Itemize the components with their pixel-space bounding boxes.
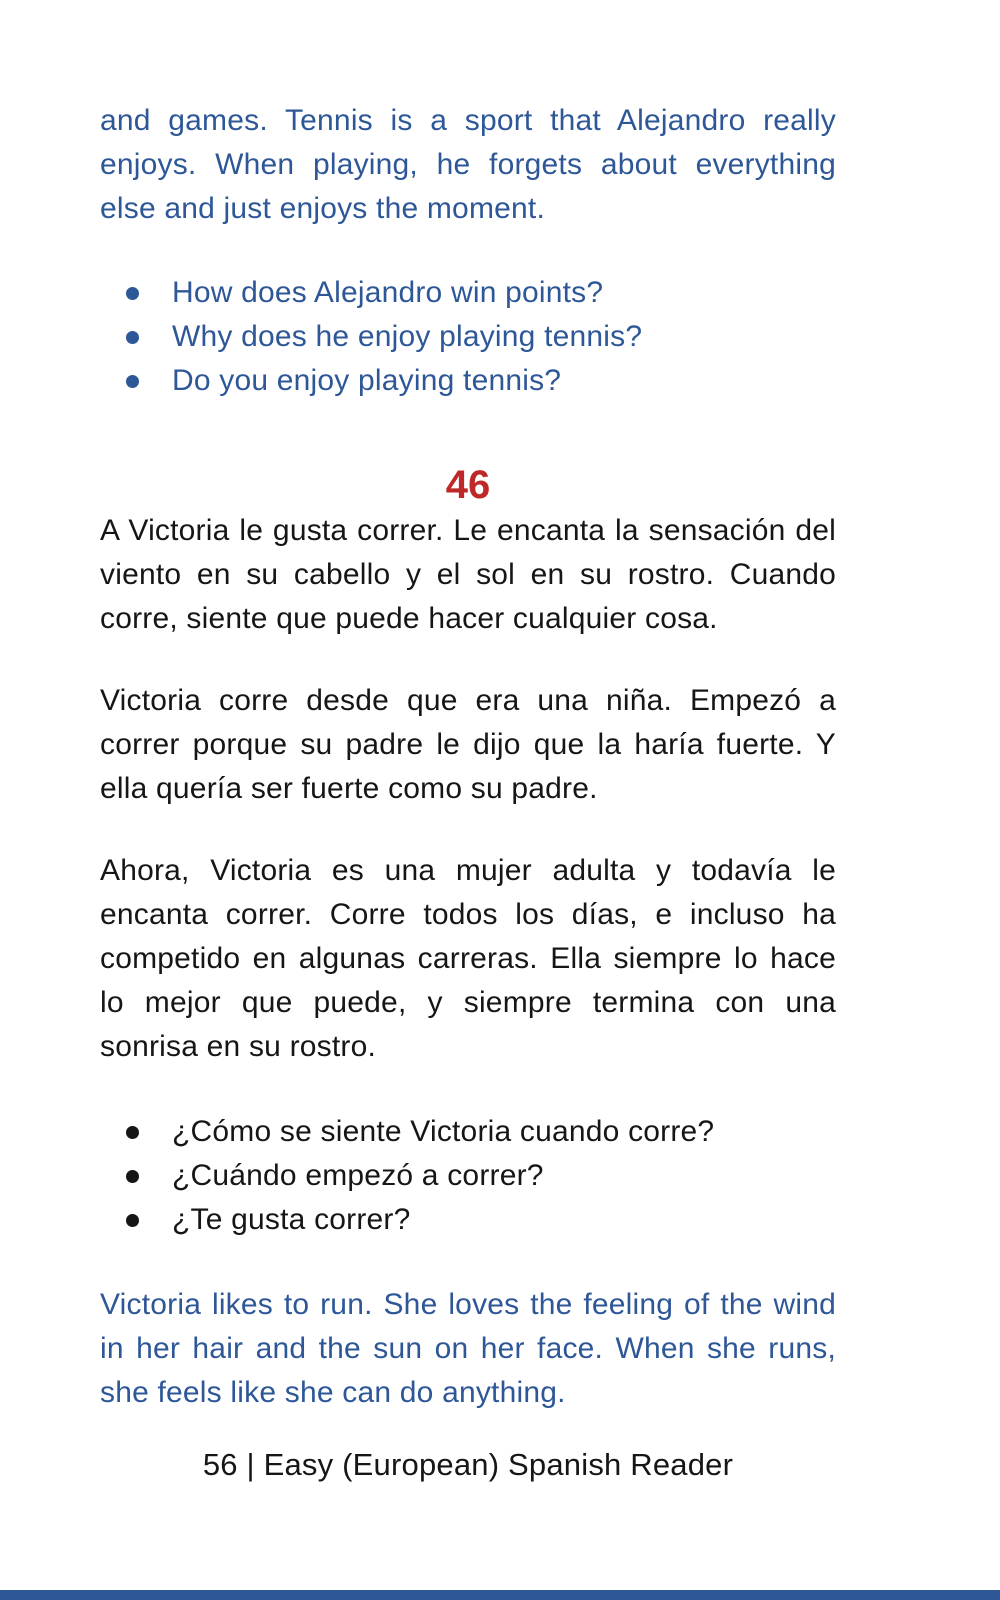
- spanish-paragraph-1: A Victoria le gusta correr. Le encanta la sensación del viento en su cabello y el sol en su rostro. Cuando corre, siente que puede hacer cualquier cosa.: [100, 514, 836, 635]
- section-number-heading: 46: [445, 463, 491, 507]
- english-translation-paragraph: Victoria likes to run. She loves the feeling of the wind in her hair and the sun on her face. When she runs, she feels like she can do anything.: [100, 1288, 836, 1409]
- bullet-icon: [126, 287, 139, 300]
- bullet-icon: [126, 1214, 139, 1227]
- text-column: [100, 99, 836, 1487]
- list-item: [100, 315, 836, 359]
- question-text: Do you enjoy playing tennis?: [172, 364, 562, 397]
- list-item: [100, 271, 836, 315]
- question-text: ¿Te gusta correr?: [172, 1203, 411, 1236]
- question-text: Why does he enjoy playing tennis?: [172, 320, 643, 353]
- list-item: [100, 1154, 836, 1198]
- question-text: ¿Cómo se siente Victoria cuando corre?: [172, 1115, 715, 1148]
- bullet-icon: [126, 1126, 139, 1139]
- bullet-icon: [126, 331, 139, 344]
- list-item: [100, 1198, 836, 1242]
- spanish-question-list: [100, 1110, 836, 1242]
- spanish-paragraph-3: Ahora, Victoria es una mujer adulta y todavía le encanta correr. Corre todos los días, e incluso ha competido en algunas carreras. Ella siempre lo hace lo mejor que puede, y siempre termina con una sonrisa en su rostro.: [100, 854, 836, 1063]
- english-paragraph: and games. Tennis is a sport that Alejandro really enjoys. When playing, he forgets about everything else and just enjoys the moment.: [100, 104, 836, 225]
- page-footer: 56 | Easy (European) Spanish Reader: [202, 1447, 734, 1482]
- bullet-icon: [126, 1170, 139, 1183]
- page-bottom-accent-bar: [0, 1590, 1000, 1600]
- english-question-list: [100, 271, 836, 403]
- question-text: ¿Cuándo empezó a correr?: [172, 1159, 544, 1192]
- spanish-paragraph-2: Victoria corre desde que era una niña. Empezó a correr porque su padre le dijo que la haría fuerte. Y ella quería ser fuerte como su padre.: [100, 684, 836, 805]
- list-item: [100, 359, 836, 403]
- question-text: How does Alejandro win points?: [172, 276, 604, 309]
- list-item: [100, 1110, 836, 1154]
- bullet-icon: [126, 375, 139, 388]
